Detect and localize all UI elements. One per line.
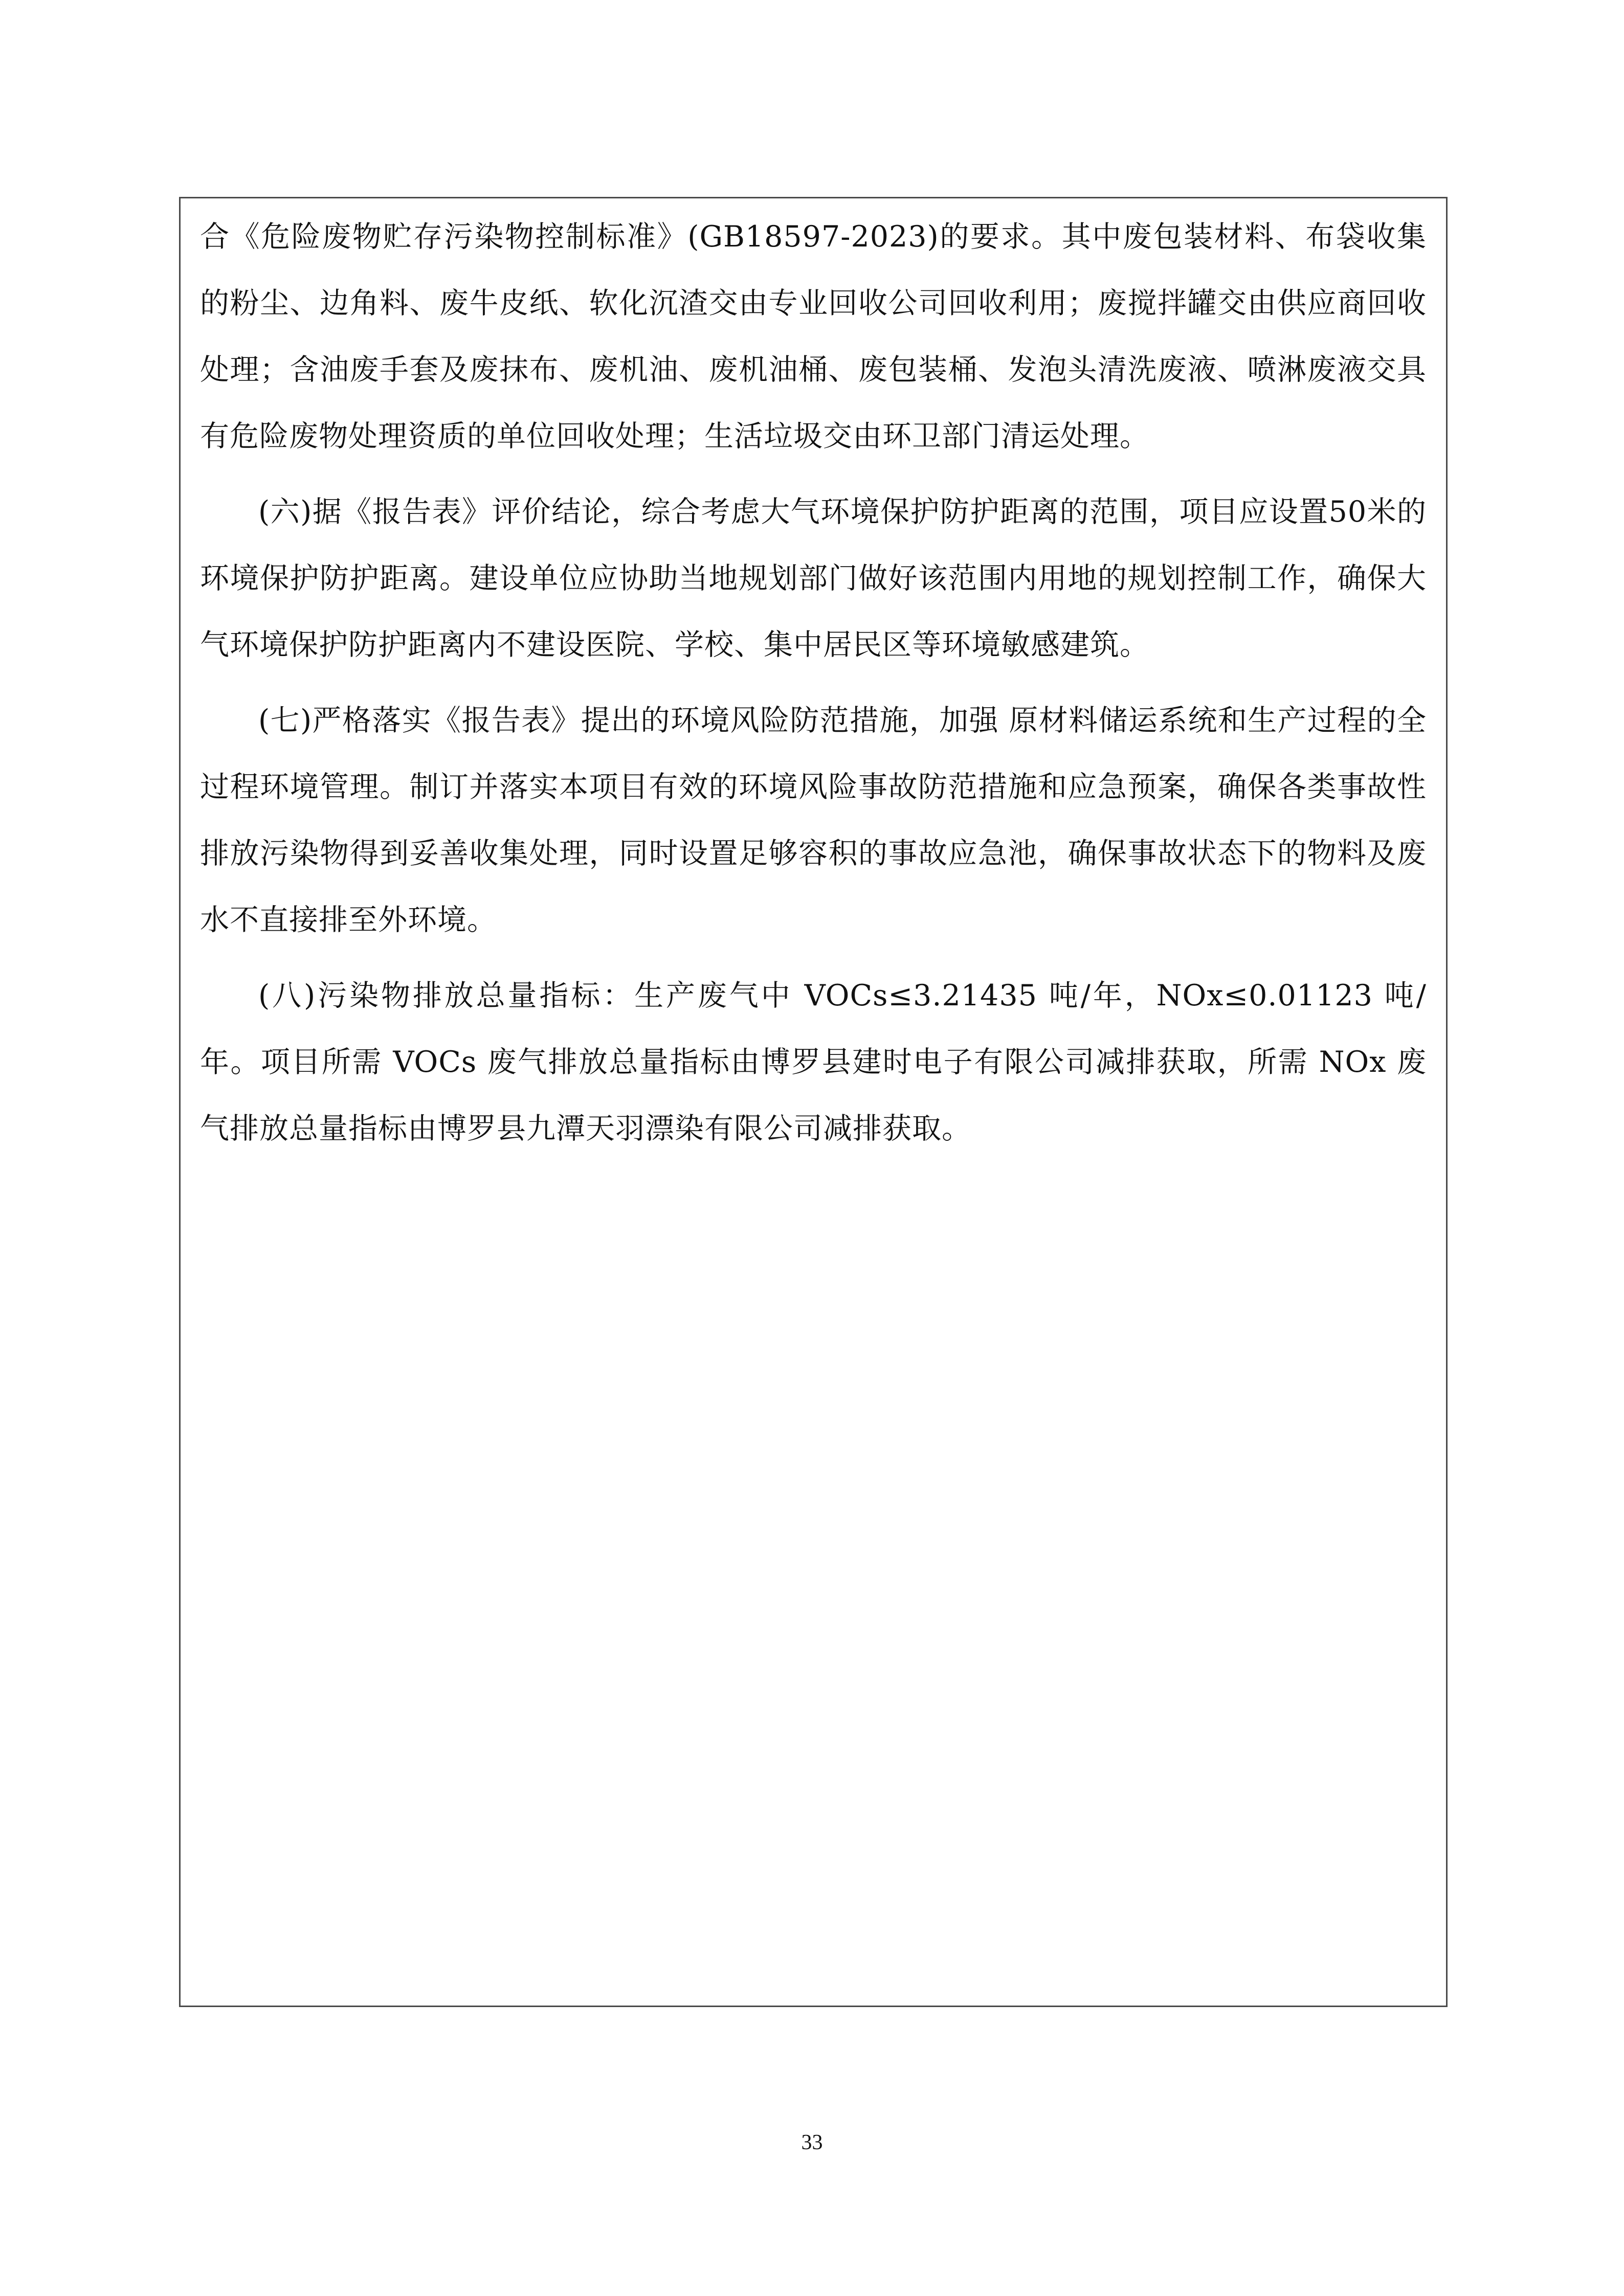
page-number: 33 [801, 2131, 823, 2154]
paragraph-waste-disposal: 合《危险废物贮存污染物控制标准》(GB18597-2023)的要求。其中废包装材料、布袋收集的粉尘、边角料、废牛皮纸、软化沉渣交由专业回收公司回收利用；废搅拌罐交由供应商回收处理；含油废手套及废抹布、废机油、废机油桶、废包装桶、发泡头清洗废液、喷淋废液交具有危险废物处理资质的单位回收处理；生活垃圾交由环卫部门清运处理。 [200, 220, 1427, 453]
paragraph-risk-prevention: (七)严格落实《报告表》提出的环境风险防范措施，加强 原材料储运系统和生产过程的全过程环境管理。制订并落实本项目有效的环境风险事故防范措施和应急预案，确保各类事故性排放污染物得到妥善收集处理，同时设置足够容积的事故应急池，确保事故状态下的物料及废水不直接排至外环境。 [200, 704, 1427, 937]
document-content-box [179, 197, 1448, 2007]
paragraph-protection-distance: (六)据《报告表》评价结论，综合考虑大气环境保护防护距离的范围，项目应设置50米的环境保护防护距离。建设单位应协助当地规划部门做好该范围内用地的规划控制工作，确保大气环境保护防护距离内不建设医院、学校、集中居民区等环境敏感建筑。 [200, 495, 1427, 662]
paragraph-emission-quota: (八)污染物排放总量指标：生产废气中 VOCs≤3.21435 吨/年，NOx≤0.01123 吨/年。项目所需 VOCs 废气排放总量指标由博罗县建时电子有限公司减排获取，所需 NOx 废气排放总量指标由博罗县九潭天羽漂染有限公司减排获取。 [200, 979, 1427, 1145]
